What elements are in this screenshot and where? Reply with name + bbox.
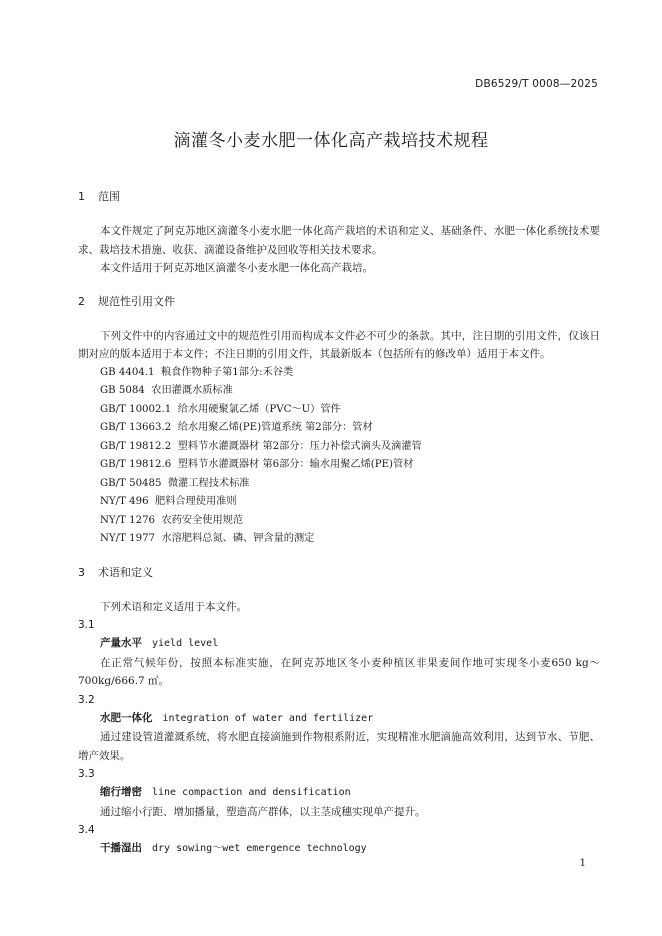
- reference-code: GB 4404.1: [100, 366, 155, 378]
- reference-code: GB/T 19812.2: [100, 440, 172, 452]
- section-title: 范围: [98, 190, 120, 203]
- term-chinese: 缩行增密: [100, 786, 142, 798]
- section-number: 3: [78, 565, 85, 579]
- term-number: 3.3: [78, 768, 95, 780]
- reference-item: [78, 382, 600, 401]
- term-definition: 通过建设管道灌溉系统，将水肥直接滴施到作物根系附近，实现精准水肥滴施高效利用，达到节水、节肥、增产效果。: [78, 731, 600, 762]
- section-number: 1: [78, 190, 85, 203]
- reference-title: 塑料节水灌溉器材 第6部分：输水用聚乙烯(PE)管材: [177, 459, 414, 470]
- term-chinese: 水肥一体化: [100, 711, 153, 724]
- reference-title: 给水用聚乙烯(PE)管道系统 第2部分：管材: [177, 422, 373, 433]
- section-number: 2: [78, 294, 85, 308]
- reference-item: [78, 438, 600, 457]
- document-body: [78, 178, 600, 859]
- page-number: 1: [579, 858, 586, 869]
- reference-code: GB/T 19812.6: [100, 459, 172, 470]
- reference-item: [78, 512, 600, 531]
- reference-code: GB 5084: [100, 385, 145, 396]
- reference-item: [78, 493, 600, 512]
- term-entry: [78, 634, 600, 654]
- reference-item: [78, 530, 600, 549]
- reference-title: 塑料节水灌溉器材 第2部分：压力补偿式滴头及滴灌管: [177, 440, 422, 452]
- term-english: yield level: [152, 638, 219, 649]
- section-heading-normative-references: [78, 293, 600, 311]
- paragraph: 本文件规定了阿克苏地区滴灌冬小麦水肥一体化高产栽培的术语和定义、基础条件、水肥一体化系统技术要求、栽培技术措施、收获、滴灌设备维护及回收等相关技术要求。: [78, 225, 600, 256]
- term-number: 3.4: [78, 824, 95, 836]
- term-number: 3.1: [78, 619, 95, 631]
- reference-item: [78, 419, 600, 438]
- document-number: DB6529/T 0008—2025: [475, 78, 598, 90]
- reference-item: [78, 364, 600, 383]
- term-entry: [78, 709, 600, 729]
- section-title: 规范性引用文件: [98, 294, 175, 308]
- reference-title: 给水用硬聚氯乙烯（PVC～U）管件: [177, 403, 341, 415]
- term-definition: 通过缩小行距、增加播量，塑造高产群体，以主茎成穗实现单产提升。: [100, 805, 426, 818]
- reference-code: NY/T 1276: [100, 514, 156, 526]
- paragraph: 下列术语和定义适用于本文件。: [100, 600, 247, 613]
- section-heading-scope: [78, 188, 600, 206]
- term-chinese: 干播湿出: [100, 842, 142, 854]
- term-english: integration of water and fertilizer: [162, 712, 374, 724]
- reference-code: NY/T 1977: [100, 533, 156, 544]
- reference-title: 水溶肥料总氮、磷、钾含量的测定: [161, 533, 315, 544]
- term-english: dry sowing～wet emergence technology: [152, 843, 367, 854]
- reference-code: GB/T 10002.1: [100, 403, 172, 415]
- section-heading-terms-definitions: [78, 564, 600, 582]
- reference-title: 农田灌溉水质标准: [151, 385, 233, 396]
- section-title: 术语和定义: [98, 565, 153, 579]
- reference-code: GB/T 50485: [100, 477, 162, 489]
- reference-title: 农药安全使用规范: [161, 514, 244, 526]
- reference-item: [78, 401, 600, 420]
- paragraph: 本文件适用于阿克苏地区滴灌冬小麦水肥一体化高产栽培。: [100, 262, 373, 274]
- reference-list: [78, 364, 600, 549]
- term-definition: 在正常气候年份，按照本标准实施，在阿克苏地区冬小麦种植区非果麦间作地可实现冬小麦650 kg～700kg/666.7 ㎡。: [78, 656, 600, 687]
- document-title: 滴灌冬小麦水肥一体化高产栽培技术规程: [173, 131, 489, 151]
- term-chinese: 产量水平: [100, 637, 142, 649]
- reference-item: [78, 475, 600, 494]
- reference-title: 肥料合理使用准则: [155, 496, 237, 507]
- term-english: line compaction and densification: [152, 787, 351, 798]
- paragraph: 下列文件中的内容通过文中的规范性引用而构成本文件必不可少的条款。其中，注日期的引用文件，仅该日期对应的版本适用于本文件；不注日期的引用文件，其最新版本（包括所有的修改单）适用于本文件。: [78, 329, 600, 360]
- reference-item: [78, 456, 600, 475]
- reference-title: 微灌工程技术标准: [167, 477, 250, 489]
- reference-code: GB/T 13663.2: [100, 422, 172, 433]
- term-entry: [78, 783, 600, 803]
- term-number: 3.2: [78, 693, 95, 706]
- term-entry: [78, 839, 600, 859]
- reference-code: NY/T 496: [100, 496, 149, 507]
- reference-title: 粮食作物种子第1部分:禾谷类: [161, 366, 294, 378]
